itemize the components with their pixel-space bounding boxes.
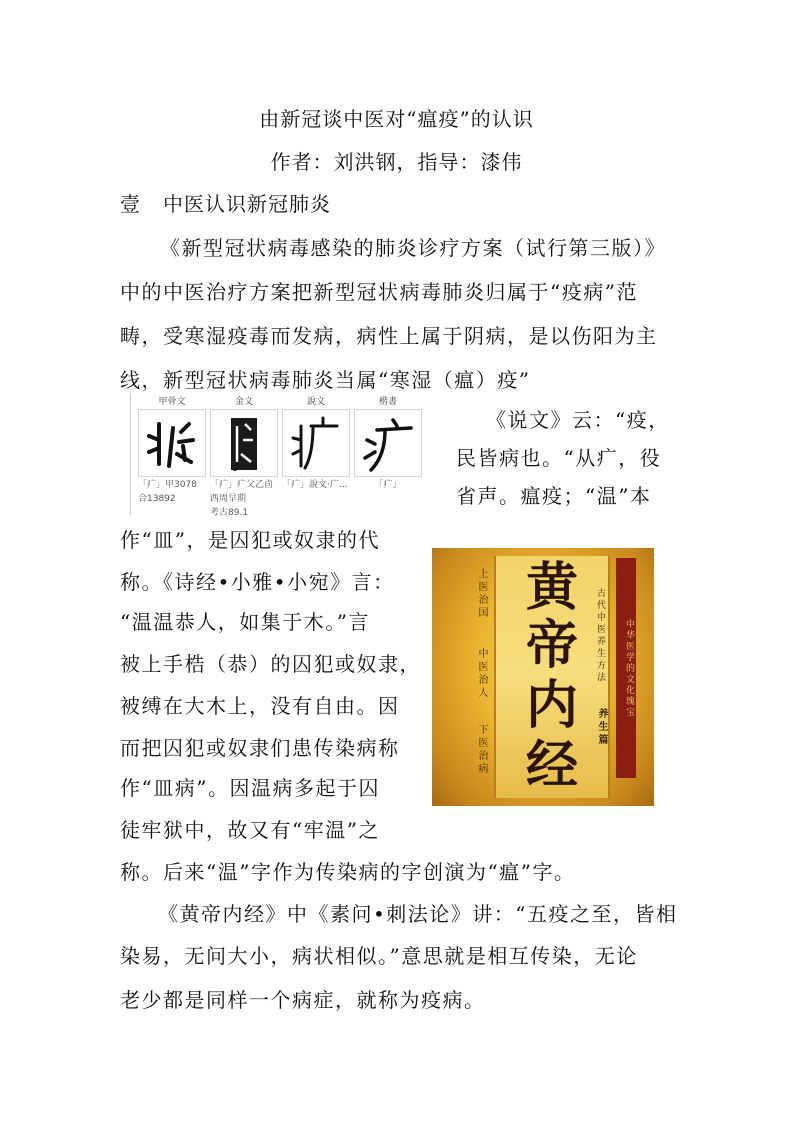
para2-line-3: “温温恭人，如集于木。”言: [120, 610, 370, 634]
para2-line-8: 徒牢狱中，故又有“牢温”之: [120, 818, 380, 842]
glyph-note: 「疒」甲3078: [138, 480, 197, 490]
glyph-bronze: [210, 395, 278, 519]
para3-line-1: 《黄帝内经》中《素问•刺法论》讲：“五疫之至，皆相: [158, 902, 678, 926]
glyph-note: 合13892: [138, 494, 176, 504]
cover-title-band: [494, 556, 610, 798]
glyph-caption: 楷書: [378, 397, 397, 407]
glyph-kaishu: [354, 395, 422, 491]
author-line: 作者：刘洪钢，指导：漆伟: [270, 150, 523, 174]
glyph-caption: 甲骨文: [158, 397, 186, 407]
glyph-note: 考古89.1: [210, 508, 249, 518]
huangdi-neijing-cover-image: [432, 548, 654, 806]
para2-line-7: 作“皿病”。因温病多起于囚: [120, 776, 380, 800]
para1-line-2: 中的中医治疗方案把新型冠状病毒肺炎归属于“疫病”范: [120, 280, 638, 304]
glyph-note: 西周早期: [210, 494, 247, 504]
cover-low-text: 下医治病: [476, 724, 487, 776]
document-title: 由新冠谈中医对“瘟疫”的认识: [259, 107, 534, 131]
glyph-caption: 說文: [306, 397, 325, 407]
cover-title-char: 黄: [525, 557, 578, 618]
oracle-glyph-image: [138, 409, 206, 477]
para2-line-4: 被上手梏（恭）的囚犯或奴隶，: [120, 652, 421, 676]
section-heading: [120, 188, 331, 217]
glyph-evolution-figure: [130, 395, 430, 518]
cover-side-text: 古代中医养生方法: [595, 588, 605, 684]
shuowen-glyph-image: [282, 409, 350, 477]
glyph-shuowen: [282, 395, 350, 491]
cover-red-strip: 中华医学的文化瑰宝: [616, 558, 636, 778]
kaishu-glyph-image: [354, 409, 422, 477]
section-title: 中医认识新冠肺炎: [163, 192, 331, 216]
cover-title-char: 内: [525, 675, 578, 736]
glyph-caption: 金文: [234, 397, 253, 407]
para2-line-1: 作“皿”，是囚犯或奴隶的代: [120, 528, 380, 552]
cover-sub-text: 养生篇: [596, 708, 607, 747]
para1-line-3: 畴，受寒湿疫毒而发病，病性上属于阴病，是以伤阳为主: [120, 324, 658, 348]
cover-left-text: 上医治国: [476, 568, 487, 620]
section-number: 壹: [120, 192, 141, 216]
glyph-note: 「疒」: [374, 480, 402, 490]
para2-line-5: 被缚在大木上，没有自由。因: [120, 694, 400, 718]
glyph-oracle: [138, 395, 206, 505]
para1-line-4: 线，新型冠状病毒肺炎当属“寒湿（瘟）疫”: [120, 368, 531, 392]
para2-right-line-2: 民皆病也。“从疒，役: [456, 446, 662, 470]
bronze-glyph-image: [210, 409, 278, 477]
para2-right-line-3: 省声。瘟疫；“温”本: [456, 484, 652, 508]
para2-line-9: 称。后来“温”字作为传染病的字创演为“瘟”字。: [120, 860, 576, 884]
para1-line-1: 《新型冠状病毒感染的肺炎诊疗方案（试行第三版）》: [160, 236, 666, 260]
cover-title-char: 帝: [525, 615, 578, 676]
para3-line-2: 染易，无问大小，病状相似。”意思就是相互传染，无论: [120, 944, 638, 968]
para2-line-6: 而把囚犯或奴隶们患传染病称: [120, 736, 400, 760]
cover-title-char: 经: [525, 735, 578, 796]
glyph-note: 「疒」說文‧广...: [282, 480, 348, 490]
cover-mid-text: 中医治人: [476, 648, 487, 700]
para3-line-3: 老少都是同样一个病症，就称为疫病。: [120, 988, 486, 1012]
glyph-note: 「疒」疒父乙卣: [210, 480, 274, 490]
para2-line-2: 称。《诗经•小雅•小宛》言：: [120, 570, 395, 594]
para2-right-line-1: 《说文》云：“疫，: [486, 408, 670, 432]
